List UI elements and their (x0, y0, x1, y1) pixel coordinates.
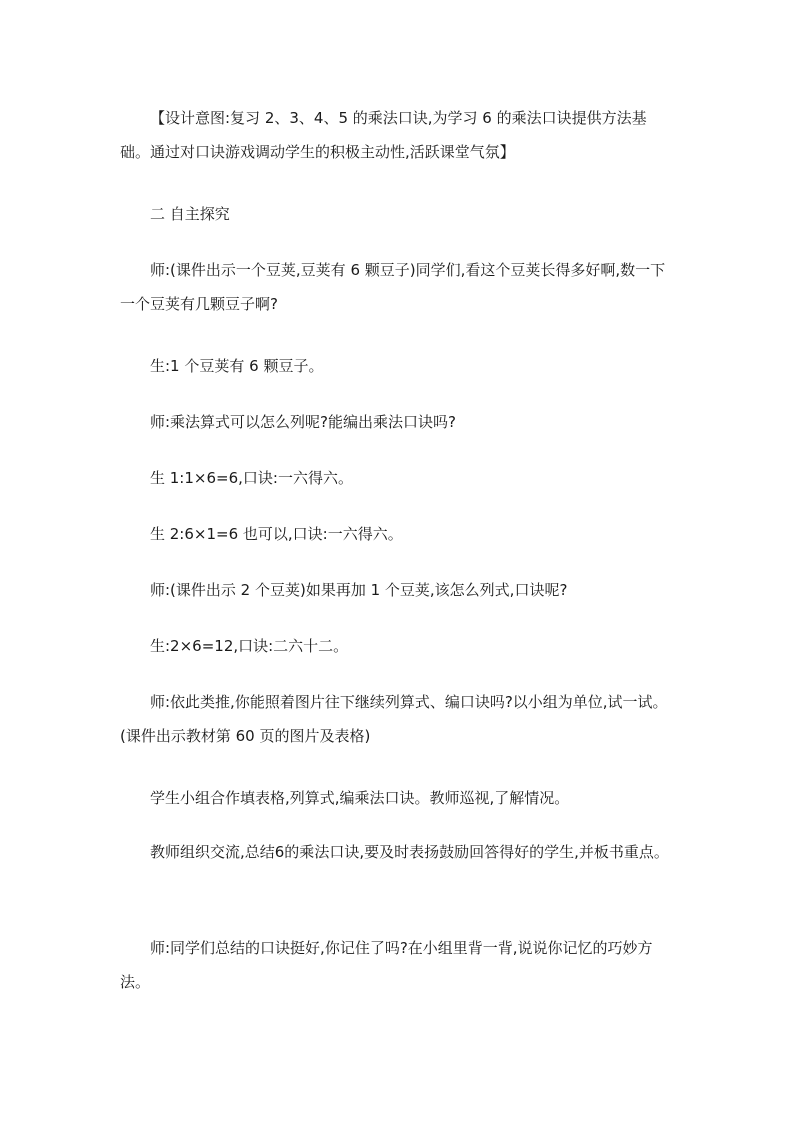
dialogue-paragraph: 师:乘法算式可以怎么列呢?能编出乘法口诀吗? (150, 413, 456, 431)
dialogue-paragraph: 师:依此类推,你能照着图片往下继续列算式、编口诀吗?以小组为单位,试一试。(课件出示教材第 60 页的图片及表格) (120, 693, 668, 745)
dialogue-paragraph: 生 1:1×6=6,口诀:一六得六。 (150, 469, 353, 487)
activity-paragraph: 教师组织交流,总结6的乘法口诀,要及时表扬鼓励回答得好的学生,并板书重点。 (150, 843, 669, 861)
design-intent-paragraph: 【设计意图:复习 2、3、4、5 的乘法口诀,为学习 6 的乘法口诀提供方法基础。通过对口诀游戏调动学生的积极主动性,活跃课堂气氛】 (120, 109, 647, 161)
dialogue-paragraph: 师:同学们总结的口诀挺好,你记住了吗?在小组里背一背,说说你记忆的巧妙方法。 (120, 939, 653, 991)
dialogue-paragraph: 生:2×6=12,口诀:二六十二。 (150, 637, 349, 655)
dialogue-paragraph: 生:1 个豆荚有 6 颗豆子。 (150, 357, 324, 375)
dialogue-paragraph: 生 2:6×1=6 也可以,口诀:一六得六。 (150, 525, 403, 543)
dialogue-paragraph: 师:(课件出示一个豆荚,豆荚有 6 颗豆子)同学们,看这个豆荚长得多好啊,数一下一个豆荚有几颗豆子啊? (120, 261, 666, 313)
dialogue-paragraph: 师:(课件出示 2 个豆荚)如果再加 1 个豆荚,该怎么列式,口诀呢? (150, 581, 568, 599)
section-heading: 二 自主探究 (150, 205, 230, 223)
activity-paragraph: 学生小组合作填表格,列算式,编乘法口诀。教师巡视,了解情况。 (150, 789, 570, 807)
